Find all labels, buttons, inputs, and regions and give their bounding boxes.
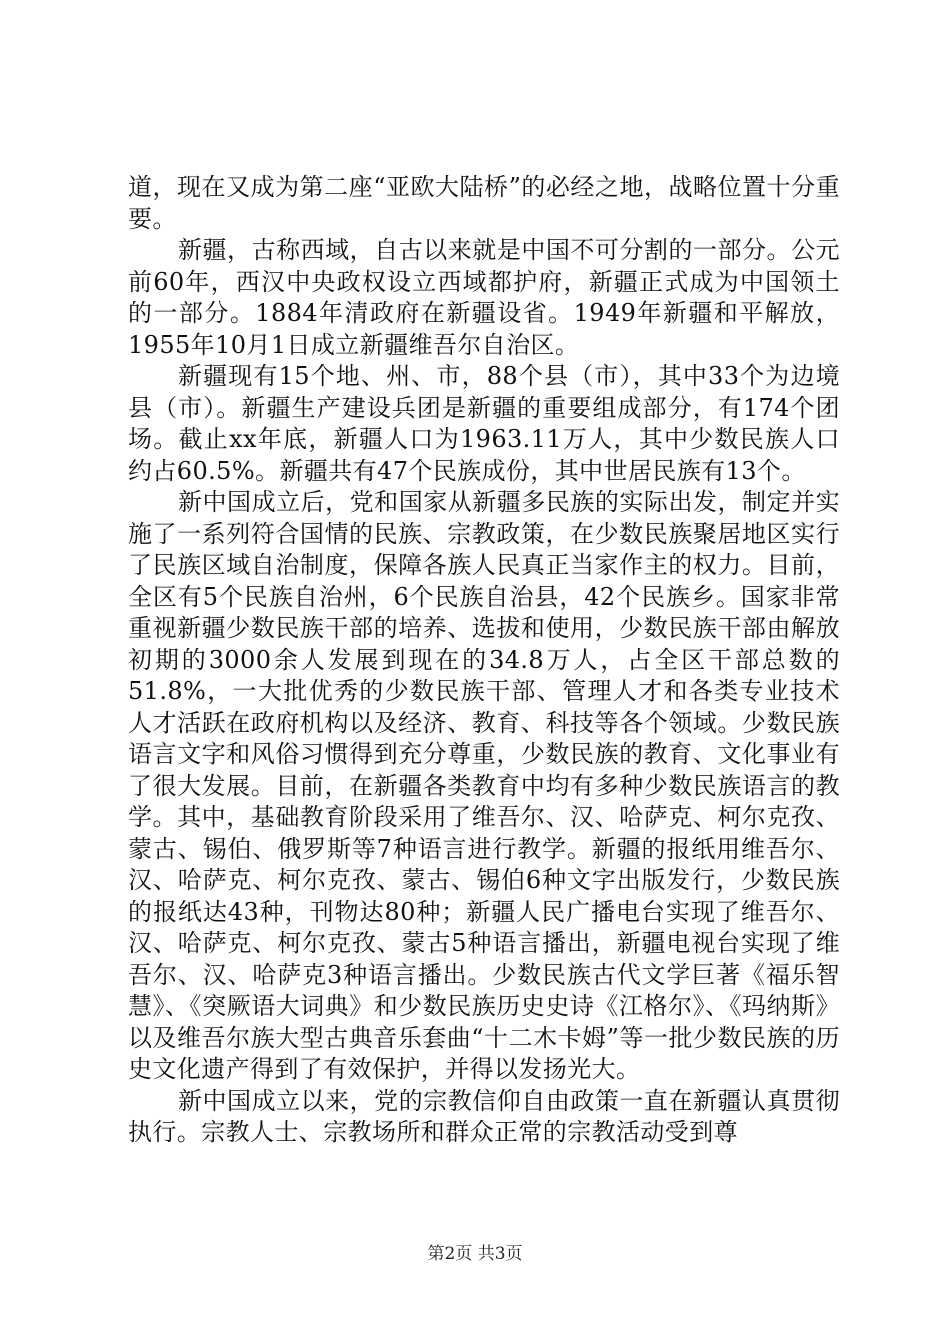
paragraph-history: 新疆，古称西域，自古以来就是中国不可分割的一部分。公元前60年，西汉中央政权设立西域都护府，新疆正式成为中国领土的一部分。1884年清政府在新疆设省。1949年新疆和平解放，1955年10月1日成立新疆维吾尔自治区。	[128, 236, 840, 359]
paragraph-ethnic-policy: 新中国成立后，党和国家从新疆多民族的实际出发，制定并实施了一系列符合国情的民族、宗教政策，在少数民族聚居地区实行了民族区域自治制度，保障各族人民真正当家作主的权力。目前，全区有5个民族自治州，6个民族自治县，42个民族乡。国家非常重视新疆少数民族干部的培养、选拔和使用，少数民族干部由解放初期的3000余人发展到现在的34.8万人，占全区干部总数的51.8%，一大批优秀的少数民族干部、管理人才和各类专业技术人才活跃在政府机构以及经济、教育、科技等各个领域。少数民族语言文字和风俗习惯得到充分尊重，少数民族的教育、文化事业有了很大发展。目前，在新疆各类教育中均有多种少数民族语言的教学。其中，基础教育阶段采用了维吾尔、汉、哈萨克、柯尔克孜、蒙古、锡伯、俄罗斯等7种语言进行教学。新疆的报纸用维吾尔、汉、哈萨克、柯尔克孜、蒙古、锡伯6种文字出版发行，少数民族的报纸达43种，刊物达80种；新疆人民广播电台实现了维吾尔、汉、哈萨克、柯尔克孜、蒙古5种语言播出，新疆电视台实现了维吾尔、汉、哈萨克3种语言播出。少数民族古代文学巨著《福乐智慧》、《突厥语大词典》和少数民族历史史诗《江格尔》、《玛纳斯》以及维吾尔族大型古典音乐套曲“十二木卡姆”等一批少数民族的历史文化遗产得到了有效保护，并得以发扬光大。	[128, 488, 840, 1083]
body-text	[128, 172, 840, 1149]
paragraph-administration: 新疆现有15个地、州、市，88个县（市），其中33个为边境县（市）。新疆生产建设兵团是新疆的重要组成部分，有174个团场。截止xx年底，新疆人口为1963.11万人，其中少数民族人口约占60.5%。新疆共有47个民族成份，其中世居民族有13个。	[128, 362, 840, 485]
page-footer: 第2页 共3页	[427, 1244, 523, 1264]
paragraph-religious-policy: 新中国成立以来，党的宗教信仰自由政策一直在新疆认真贯彻执行。宗教人士、宗教场所和群众正常的宗教活动受到尊	[128, 1086, 840, 1146]
paragraph-continuation: 道，现在又成为第二座“亚欧大陆桥”的必经之地，战略位置十分重要。	[128, 173, 840, 233]
